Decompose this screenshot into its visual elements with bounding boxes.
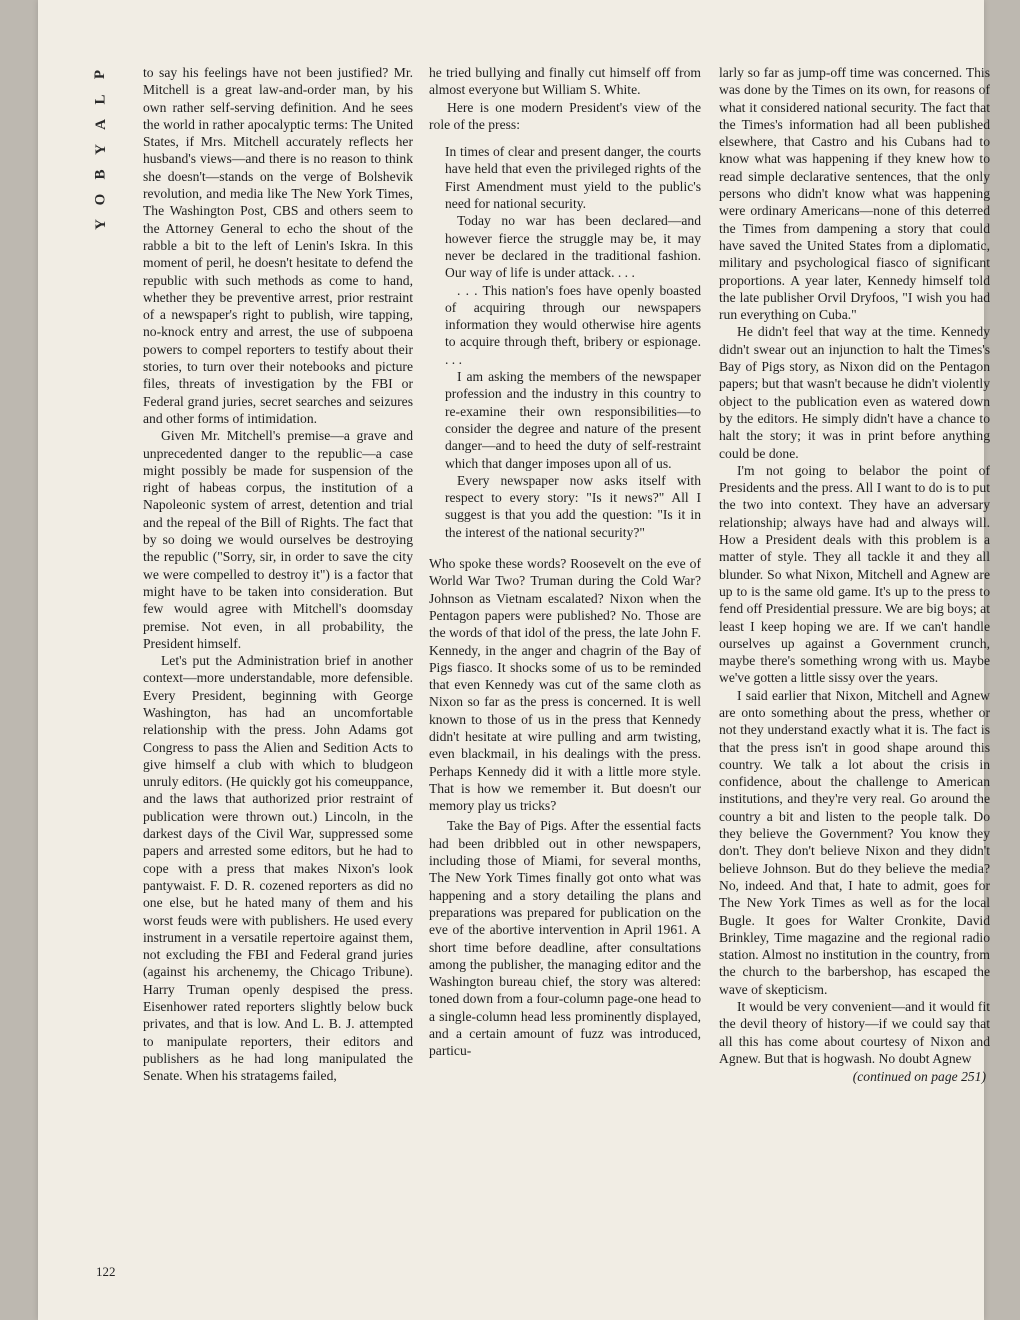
paragraph: Let's put the Administration brief in another context—more understandable, more defensible. Every President, beginning with George Washington, has had an uncomfortable relationship with the press. John Adams got Congress to pass the Alien and Sedition Acts to give himself a club with which to bludgeon unruly editors. (He quickly got his comeuppance, and the laws that authorized prior restraint of publication were thrown out.) Lincoln, in the darkest days of the Civil War, suppressed some papers and arrested some editors, but he had to cope with a press that makes Nixon's look pantywaist. F. D. R. cozened reporters as did no one else, but he hated many of them and his worst feuds were with publishers. He used every instrument in a versatile repertoire against them, not excluding the FBI and Federal grand juries (against his archenemy, the Chicago Tribune). Harry Truman openly despised the press. Eisenhower rated reporters slightly below buck privates, and that is low. And L. B. J. attempted to manipulate reporters, their editors and publishers as he had long manipulated the Senate. When his stratagems failed, <box>143 653 413 1084</box>
paragraph: Today no war has been declared—and however fierce the struggle may be, it may never be declared in the traditional fashion. Our way of life is under attack. . . . <box>445 213 701 281</box>
paragraph: In times of clear and present danger, the courts have held that even the privileged rights of the First Amendment must yield to the public's need for national security. <box>445 144 701 212</box>
running-head-letter: L <box>92 94 109 105</box>
paragraph: Take the Bay of Pigs. After the essential facts had been dribbled out in other newspapers, including those of Miami, for several months, The New York Times finally got onto what was happening and a story detailing the plans and preparations was prepared for publication on the eve of the abortive intervention in April 1961. A short time before deadline, after consultations among the publisher, the managing editor and the Washington bureau chief, the story was altered: toned down from a four-column page-one head to a single-column head less prominently displayed, and a certain amount of fuzz was introduced, particu- <box>429 818 701 1059</box>
kennedy-quote <box>429 143 701 541</box>
magazine-page <box>38 0 990 1320</box>
running-head-letter: P <box>92 69 109 80</box>
paragraph: he tried bullying and finally cut himself off from almost everyone but William S. White. <box>429 65 701 98</box>
paragraph: to say his feelings have not been justified? Mr. Mitchell is a great law-and-order man, by his own rather self-serving definition. And he sees the world in rather apocalyptic terms: The United States, if Mrs. Mitchell accurately reflects her husband's views—and there is no reason to think she doesn't—stands on the verge of Bolshevik revolution, and media like The New York Times, The Washington Post, CBS and others seem to the Attorney General to echo the shout of the rabble a bit to the left of Lenin's Iskra. In this moment of peril, he doesn't hesitate to defend the republic with such methods as come to hand, whether they be preventive arrest, prior restraint of a newspaper's right to publish, wire tapping, no-knock entry and arrest, the use of subpoena powers to compel reporters to testify about their stories, to turn over their notebooks and picture files, threats of investigation by the FBI or Federal grand juries, secret searches and seizures and other forms of intimidation. <box>143 65 413 426</box>
paragraph: He didn't feel that way at the time. Kennedy didn't swear out an injunction to halt the Times's Bay of Pigs story, as Nixon did on the Pentagon papers; but that wasn't because he didn't violently object to the publication even as watered down by the editors. He simply didn't have a chance to halt the story; it was in print before anything could be done. <box>719 324 990 461</box>
running-head-letter: A <box>92 119 109 130</box>
paragraph: Every newspaper now asks itself with respect to every story: "Is it news?" All I suggest is that you add the question: "Is it in the interest of the national security?" <box>445 472 701 540</box>
running-head-letter: Y <box>92 144 109 155</box>
paragraph: I said earlier that Nixon, Mitchell and Agnew are onto something about the press, whether or not they understand exactly what it is. The fact is that the press isn't in good shape around this country. We talk a lot about the crisis in confidence, about the challenge to American institutions, and they're very real. Go around the country a bit and listen to the people talk. Do they believe the Government? You know they don't. They don't believe Nixon and they didn't believe Johnson. But do they believe the media? No, indeed. And that, I hate to admit, goes for The New York Times as well as for the local Bugle. It goes for Walter Cronkite, David Brinkley, Time magazine and the regional radio station. Almost no institution in the country, from the church to the barbershop, has escaped the wave of skepticism. <box>719 687 990 997</box>
paragraph: Given Mr. Mitchell's premise—a grave and unprecedented danger to the republic—a case might possibly be made for suspension of the right of habeas corpus, the institution of a Napoleonic system of arrest, detention and trial and the repeal of the Bill of Rights. The fact that by so doing we would ourselves be destroying the republic ("Sorry, sir, in order to save the city we were compelled to destroy it") is a factor that might have to be taken into consideration. But few would agree with Mitchell's doomsday premise. Not even, in all probability, the President himself. <box>143 428 413 651</box>
column-2 <box>429 64 701 1300</box>
paragraph: larly so far as jump-off time was concerned. This was done by the Times on its own, for reasons of what it considered national security. The fact that the Times's information had all been published elsewhere, that Castro and his Cubans had to know what was happening if they knew how to read simple declarative sentences, that the only persons who didn't know what was happening were ordinary Americans—none of this deterred the Times from dampening a story that could have saved the United States from a diplomatic, military and psychological fiasco of significant proportions. A year later, Kennedy himself told the late publisher Orvil Dryfoos, "I wish you had run everything on Cuba." <box>719 65 990 323</box>
paragraph: . . . This nation's foes have openly boasted of acquiring through our newspapers information they would otherwise hire agents to acquire through theft, bribery or espionage. . . . <box>445 282 701 367</box>
page-number: 122 <box>96 1264 116 1279</box>
running-head-letter: Y <box>92 219 109 230</box>
paragraph: I'm not going to belabor the point of Presidents and the press. All I want to do is to put the two into context. They have an adversary relationship; always have had and always will. How a President deals with this problem is a matter of style. They all tackle it and they all blunder. So what Nixon, Mitchell and Agnew are up to is the same old game. It's up to the press to fend off Presidential pressure. We are big boys; at least I keep hoping we are. If we can't handle ourselves up against a Government crunch, maybe there's something wrong with us. Maybe we've gotten a little sissy over the years. <box>719 462 990 686</box>
column-1 <box>143 64 413 1300</box>
paragraph: I am asking the members of the newspaper profession and the industry in this country to re-examine their own responsibilities—to consider the degree and nature of the present danger—and to heed the duty of self-restraint which that danger imposes upon all of us. <box>445 369 701 471</box>
paragraph: Who spoke these words? Roosevelt on the eve of World War Two? Truman during the Cold War? Johnson as Vietnam escalated? Nixon when the Pentagon papers were published? No. Those are the words of that idol of the press, the late John F. Kennedy, in the anger and chagrin of the Bay of Pigs fiasco. It shocks some of us to be reminded that even Kennedy was cut of the same cloth as Nixon so far as the press is concerned. It is well known to those of us in the press that Kennedy didn't hesitate at wire pulling and arm twisting, even blackmail, in his dealings with the press. Perhaps Kennedy did it with a little more style. That is how we remember it. But doesn't our memory play us tricks? <box>429 556 701 814</box>
column-3 <box>719 64 990 1300</box>
running-head-letter: O <box>92 193 109 206</box>
running-head <box>91 62 111 237</box>
running-head-letter: B <box>92 169 109 180</box>
paragraph: It would be very convenient—and it would fit the devil theory of history—if we could say that all this has come about courtesy of Nixon and Agnew. But that is hogwash. No doubt Agnew <box>719 999 990 1066</box>
paragraph: Here is one modern President's view of the role of the press: <box>429 99 701 132</box>
continued-note: (continued on page 251) <box>852 1069 986 1085</box>
